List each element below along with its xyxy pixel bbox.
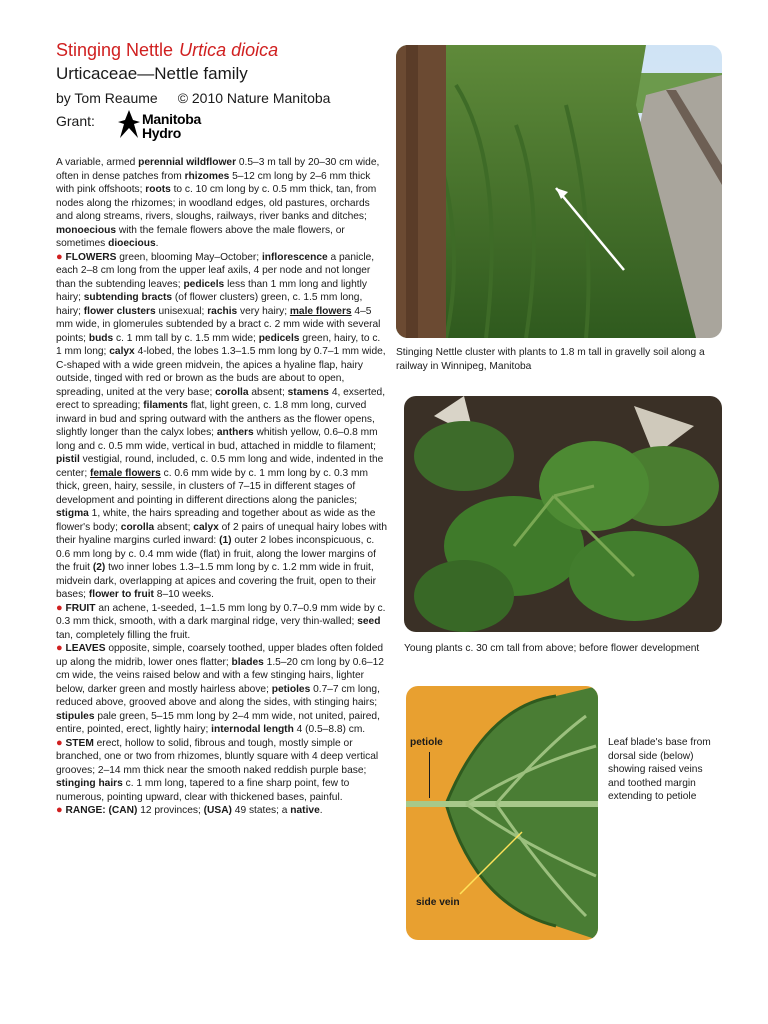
flowers-section: ● FLOWERS green, blooming May–October; inflorescence a panicle, each 2–8 cm long from the upper leaf axils, 4 per node and not longer than the subtending leaves; pedicels less than 1 mm long and lightly hairy; subtending bracts (of flower clusters) green, c. 1.5 mm long, hairy; flower clusters unisexual; rachis very hairy; male flowers 4–5 mm wide, in glomerules subtended by a bract c. 2 mm wide with several points; buds c. 1 mm tall by c. 1.5 mm wide; pedicels green, hairy, to c. 1 mm long; calyx 4-lobed, the lobes 1.3–1.5 mm long by 0.7–1 mm wide, C-shaped with a wide green midvein, the apices a hyaline flap, hairy outside, tinged with red or brown as the buds are about to open, spreading, united at the very base; corolla absent; stamens 4, exserted, erect to spreading; filaments flat, light green, c. 1.8 mm long, curved inward in bud and spring outward with the anthers as the flower opens, slightly longer than the calyx lobes; anthers whitish yellow, 0.6–0.8 mm long and c. 0.5 mm wide, vertical in bud, attached in middle to filament; pistil vestigial, round, included, c. 0.5 mm long and wide, indented in the center; female flowers c. 0.6 mm wide by c. 1 mm long by c. 0.3 mm thick, green, hairy, sessile, in clusters of 7–15 in different stages of development and pointing in different directions along the panicles; stigma 1, white, the hairs spreading and together about as wide as the flower's body; corolla absent; calyx of 2 pairs of unequal hairy lobes with their hyaline margins curled inward: (1) outer 2 lobes inconspicuous, c. 0.6 mm long by c. 0.4 mm wide (flat) in fruit, along the lower margins of the fruit (2) two inner lobes 1.3–1.5 mm long by c. 1.2 mm wide in fruit, midvein dark, overlapping at apices and covering the fruit, open to their bases; flower to fruit 8–10 weeks. bbox=[56, 250, 387, 600]
railway-cluster-caption: Stinging Nettle cluster with plants to 1.8 m tall in gravelly soil along a railway in Winnipeg, Manitoba bbox=[396, 347, 705, 372]
grant-label: Grant: bbox=[56, 113, 95, 129]
label-side-vein: side vein bbox=[416, 897, 460, 908]
fruit-section: ● FRUIT an achene, 1-seeded, 1–1.5 mm long by 0.7–0.9 mm wide by c. 0.3 mm thick, smooth, with a dark marginal ridge, very thin-walled; seed tan, completely filling the fruit. bbox=[56, 601, 386, 641]
byline bbox=[56, 90, 330, 106]
author: by Tom Reaume bbox=[56, 90, 158, 106]
young-plants-caption: Young plants c. 30 cm tall from above; before flower development bbox=[404, 643, 700, 654]
intro-paragraph: A variable, armed perennial wildflower 0.5–3 m tall by 20–30 cm wide, often in dense patches from rhizomes 5–12 cm long by 2–6 mm thick with pink offshoots; roots to c. 10 cm long by c. 0.5 mm thick, tan, from nodes along the rhizomes; in woodland edges, old pastures, orchards and along streams, rivers, sloughs, railways, river banks and ditches; monoecious with the female flowers above the male flowers, or sometimes dioecious. bbox=[56, 157, 380, 249]
leaves-section: ● LEAVES opposite, simple, coarsely toothed, upper blades often folded up along the midrib, lower ones flatter; blades 1.5–20 cm long by 0.6–12 cm wide, the veins raised below and with a few stinging hairs, lighter below, darker green and mostly hairless above; petioles 0.7–7 cm long, reduced above, grooved above and along the sides, with stinging hairs; stipules pale green, 5–15 mm long by 2–4 mm wide, not united, paired, entire, pointed, erect, lightly hairy; internodal length 4 (0.5–8.8) cm. bbox=[56, 642, 384, 735]
leaf-base-caption: Leaf blade's base from dorsal side (below) showing raised veins and toothed margin extending to petiole bbox=[608, 737, 711, 802]
page-title bbox=[56, 40, 278, 61]
label-petiole: petiole bbox=[410, 737, 443, 748]
common-name: Stinging Nettle bbox=[56, 40, 174, 60]
bullet-icon: ● bbox=[56, 804, 63, 816]
railway-cluster-photo bbox=[396, 45, 722, 338]
bullet-icon: ● bbox=[56, 736, 63, 749]
side-vein-pointer bbox=[458, 828, 548, 898]
bullet-icon: ● bbox=[56, 601, 63, 614]
tower-icon bbox=[118, 110, 140, 138]
manitoba-hydro-logo: Manitoba Hydro bbox=[118, 108, 228, 146]
latin-name: Urtica dioica bbox=[179, 40, 279, 60]
bullet-icon: ● bbox=[56, 250, 63, 263]
copyright: © 2010 Nature Manitoba bbox=[177, 90, 331, 106]
family-name: Urticaceae—Nettle family bbox=[56, 64, 248, 83]
description-column bbox=[56, 156, 388, 818]
bullet-icon: ● bbox=[56, 642, 63, 654]
petiole-pointer bbox=[429, 752, 430, 798]
range-section: ● RANGE: (CAN) 12 provinces; (USA) 49 states; a native. bbox=[56, 804, 323, 816]
stem-section: ● STEM erect, hollow to solid, fibrous and tough, mostly simple or branched, one or two from rhizomes, bluntly square with 4 deep vertical grooves; 2–14 mm thick near the smooth naked reddish purple base; stinging hairs c. 1 mm long, tapered to a fine sharp point, few to numerous, pointing upward, clear with thickened bases, painful. bbox=[56, 736, 379, 803]
young-plants-photo bbox=[404, 396, 722, 632]
